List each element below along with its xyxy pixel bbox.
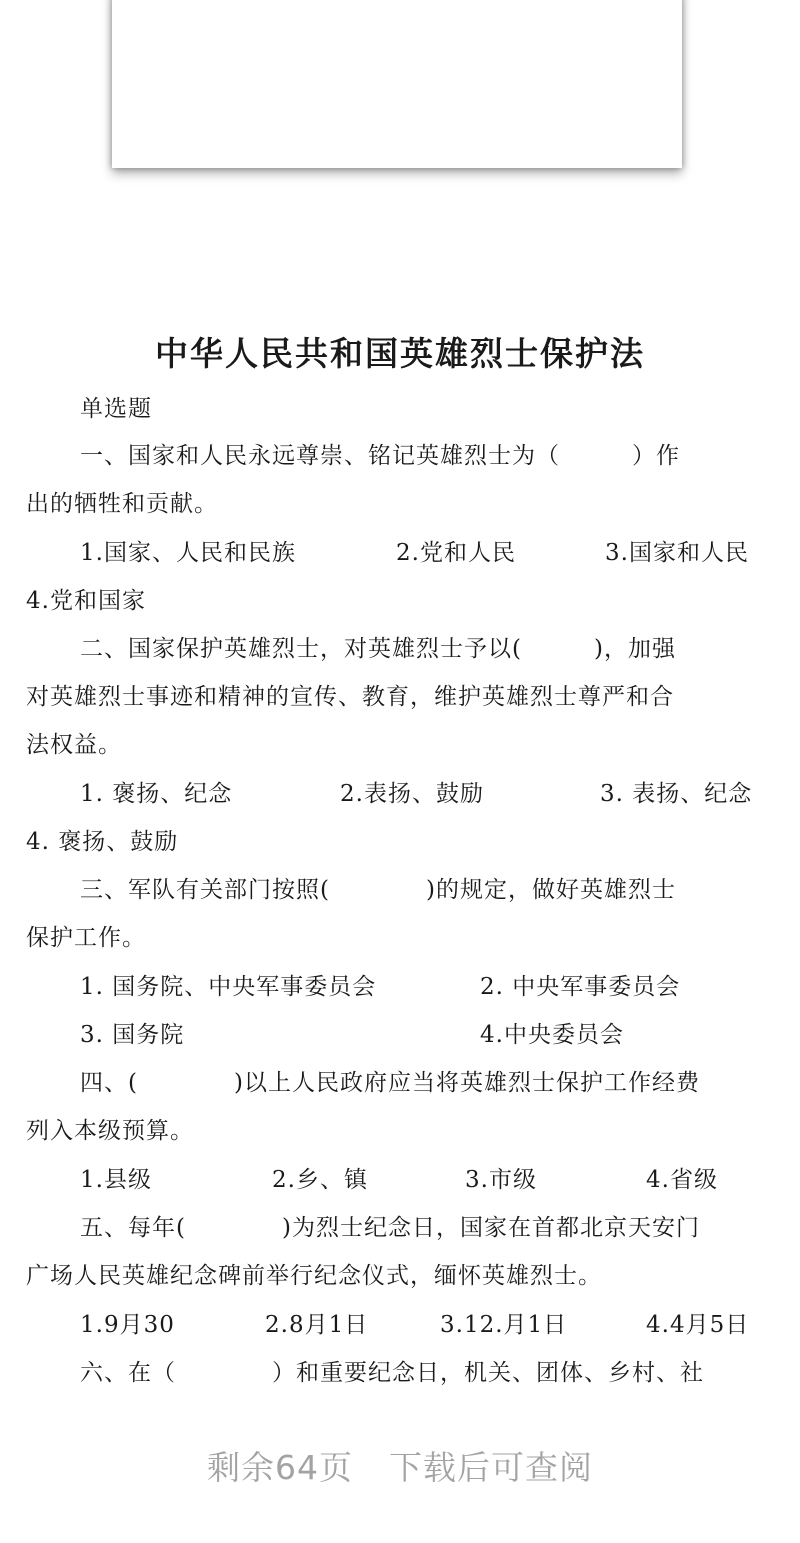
- question-2-line-1: 二、国家保护英雄烈士，对英雄烈士予以( )，加强: [80, 636, 676, 662]
- question-2-line-2: 对英雄烈士事迹和精神的宣传、教育，维护英雄烈士尊严和合: [26, 684, 674, 710]
- q3-option-1: 1. 国务院、中央军事委员会: [80, 974, 377, 1000]
- q4-option-2: 2.乡、镇: [272, 1167, 368, 1193]
- q4-option-3: 3.市级: [465, 1167, 537, 1193]
- remaining-pages-text: 剩余64页: [207, 1448, 353, 1487]
- q5-option-4: 4.4月5日: [646, 1312, 750, 1338]
- question-3-line-2: 保护工作。: [26, 925, 146, 951]
- question-2-line-3: 法权益。: [26, 732, 122, 758]
- question-4-line-2: 列入本级预算。: [26, 1118, 194, 1144]
- document-title: 中华人民共和国英雄烈士保护法: [155, 334, 645, 373]
- q1-option-4: 4.党和国家: [26, 588, 146, 614]
- question-6-line-1: 六、在（ ）和重要纪念日，机关、团体、乡村、社: [80, 1360, 704, 1386]
- download-prompt[interactable]: [0, 1442, 800, 1489]
- q5-option-3: 3.12.月1日: [440, 1312, 568, 1338]
- question-4-line-1: 四、( )以上人民政府应当将英雄烈士保护工作经费: [80, 1070, 700, 1096]
- q2-option-1: 1. 褒扬、纪念: [80, 781, 233, 807]
- question-5-line-2: 广场人民英雄纪念碑前举行纪念仪式，缅怀英雄烈士。: [26, 1263, 602, 1289]
- question-1-line-1: 一、国家和人民永远尊崇、铭记英雄烈士为（ ）作: [80, 443, 680, 469]
- section-heading: 单选题: [80, 396, 152, 422]
- q3-option-3: 3. 国务院: [80, 1022, 185, 1048]
- q1-option-2: 2.党和人民: [396, 540, 516, 566]
- q1-option-1: 1.国家、人民和民族: [80, 540, 296, 566]
- q2-option-4: 4. 褒扬、鼓励: [26, 829, 179, 855]
- question-1-line-2: 出的牺牲和贡献。: [26, 491, 218, 517]
- q5-option-2: 2.8月1日: [265, 1312, 369, 1338]
- download-to-view-text: 下载后可查阅: [389, 1448, 593, 1487]
- q2-option-2: 2.表扬、鼓励: [340, 781, 484, 807]
- q3-option-4: 4.中央委员会: [480, 1022, 624, 1048]
- q5-option-1: 1.9月30: [80, 1312, 175, 1338]
- q3-option-2: 2. 中央军事委员会: [480, 974, 681, 1000]
- q4-option-4: 4.省级: [646, 1167, 718, 1193]
- q2-option-3: 3. 表扬、纪念: [600, 781, 753, 807]
- q1-option-3: 3.国家和人民: [605, 540, 749, 566]
- q4-option-1: 1.县级: [80, 1167, 152, 1193]
- question-5-line-1: 五、每年( )为烈士纪念日，国家在首都北京天安门: [80, 1215, 700, 1241]
- previous-page-card: [112, 0, 682, 168]
- question-3-line-1: 三、军队有关部门按照( )的规定，做好英雄烈士: [80, 877, 676, 903]
